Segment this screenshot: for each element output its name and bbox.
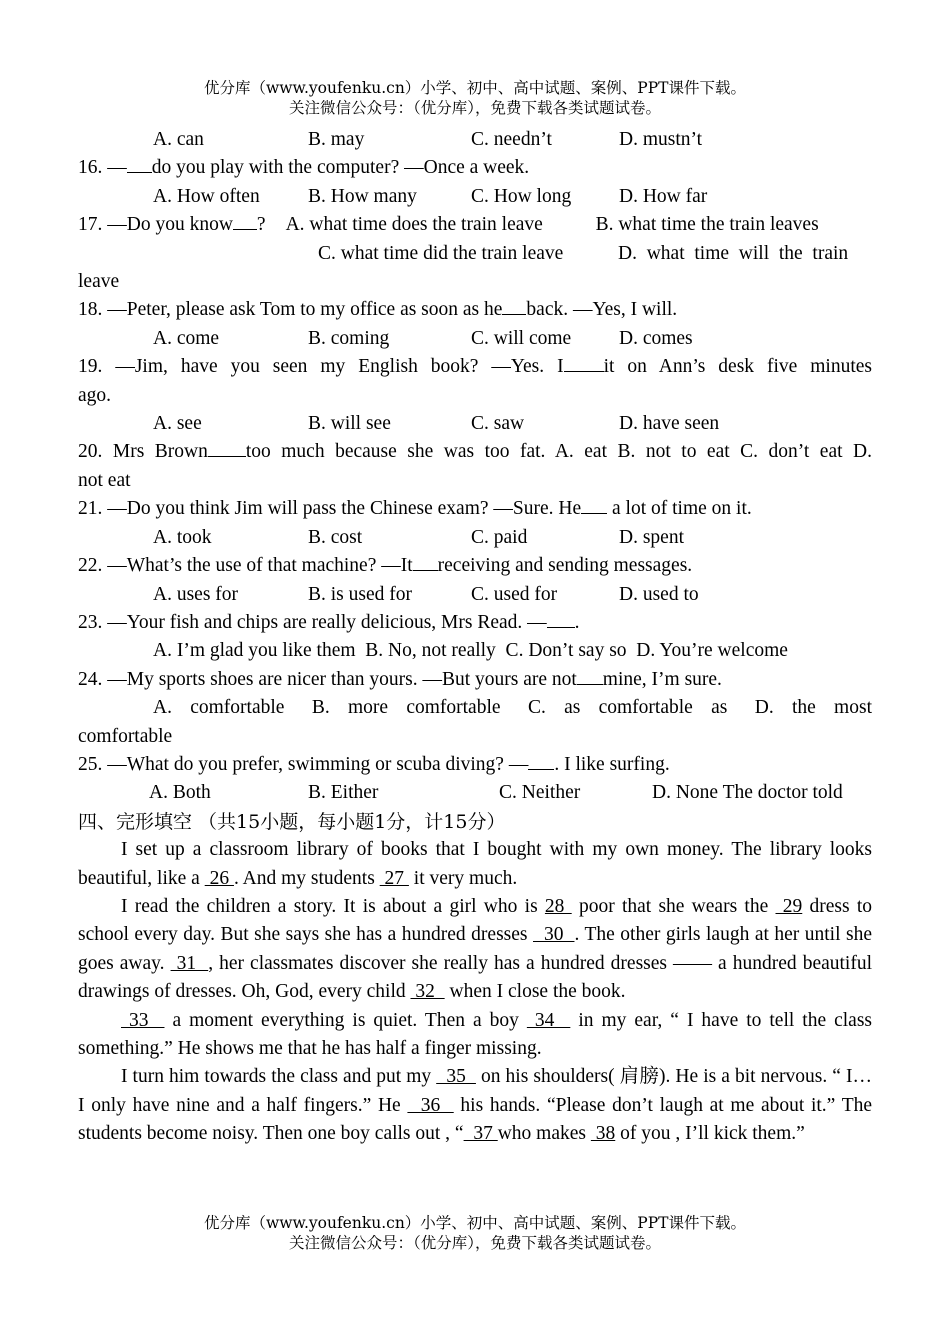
q23-options-text: A. I’m glad you like them B. No, not really C. Don’t say so D. You’re welcome — [153, 640, 788, 662]
q15-option-a: A. can — [153, 129, 204, 150]
q15-option-d: D. mustn’t — [619, 129, 703, 150]
blank-29: 29 — [775, 895, 803, 917]
q23-options — [78, 637, 872, 665]
q25-number: 25. —What do you prefer, swimming or scuba diving? — — [78, 753, 529, 775]
q15-options — [78, 126, 872, 154]
q17-stem — [78, 211, 872, 239]
q17-option-a: A. what time does the train leave — [285, 214, 543, 236]
q25-stem — [78, 751, 872, 779]
q17-option-b: B. what time the train leaves — [595, 214, 819, 236]
passage-text: on his shoulders( 肩膀). He is a bit nervous. “ I…I only have nine and a half fingers.” He — [78, 1066, 873, 1116]
q22-text: receiving and sending messages. — [437, 555, 693, 577]
q20-cont: not eat — [78, 469, 131, 491]
q18-option-b: B. coming — [308, 327, 390, 349]
passage-text: his hands. “Please don’t laugh at me about it.” The students become noisy. Then one boy calls out , “ — [78, 1094, 873, 1145]
blank-34: 34 — [526, 1009, 571, 1031]
q21-option-c: C. paid — [471, 526, 528, 548]
q25-option-b: B. Either — [308, 782, 379, 804]
q25-option-c: C. Neither — [499, 782, 581, 804]
passage-text: in my ear, “ I have to tell the class something.” He shows me that he has half a finger missing. — [78, 1009, 873, 1059]
q16-stem — [78, 154, 872, 182]
q18-blank — [502, 296, 526, 315]
q15-option-b: B. may — [308, 129, 365, 150]
q24-options: A. comfortable B. more comfortable C. as comfortable as D. the most — [153, 697, 872, 719]
q21-option-b: B. cost — [308, 526, 363, 548]
q24-stem — [78, 666, 872, 694]
q19-option-c: C. saw — [471, 413, 525, 435]
q22-number: 22. —What’s the use of that machine? —It — [78, 555, 413, 577]
passage-text: , her classmates discover she really has a hundred dresses —— a hundred beautiful drawings of dresses. Oh, God, every child — [78, 952, 872, 1003]
q24-blank — [577, 666, 603, 685]
q25-text: . I like surfing. — [554, 753, 670, 775]
q18-stem — [78, 296, 872, 324]
q24-cont: comfortable — [78, 725, 173, 747]
q20-number: 20. Mrs Brown — [78, 441, 208, 463]
q17-number: 17. —Do you know — [78, 214, 233, 236]
q21-stem — [78, 495, 872, 523]
passage-text: I read the children a story. It is about a girl who is — [121, 895, 545, 917]
q22-options — [78, 581, 872, 609]
q25-option-a: A. Both — [149, 782, 211, 804]
q22-stem — [78, 552, 872, 580]
q18-option-c: C. will come — [471, 327, 572, 349]
blank-31: 31 — [170, 952, 209, 974]
q17-qmark: ? — [256, 214, 266, 236]
passage-text: I set up a classroom library of books that I bought with my own money. The library looks beautiful, like a — [78, 839, 872, 889]
blank-38: 38 — [590, 1123, 616, 1145]
q16-options — [78, 183, 872, 211]
q25-blank — [528, 751, 554, 770]
q20-text: too much because she was too fat. A. eat B. not to eat C. don’t eat D. — [245, 441, 872, 463]
page-footer — [0, 1213, 950, 1253]
blank-35: 35 — [436, 1066, 476, 1088]
section-title: 四、完形填空 （共15小题，每小题1分，计15分） — [78, 810, 506, 833]
q19-number: 19. —Jim, have you seen my English book? —Yes. I — [78, 356, 564, 378]
q22-option-b: B. is used for — [308, 583, 412, 605]
q18-number: 18. —Peter, please ask Tom to my office as soon as he — [78, 299, 503, 321]
q23-text: . — [574, 611, 580, 633]
q20-blank — [208, 438, 246, 457]
q15-option-c: C. needn’t — [471, 129, 552, 150]
passage-text: poor that she wears the — [571, 895, 776, 917]
q17-options-2 — [78, 240, 872, 268]
q16-option-d: D. How far — [619, 185, 708, 207]
blank-36: 36 — [407, 1094, 454, 1116]
q19-options — [78, 410, 872, 438]
q16-text: do you play with the computer? —Once a week. — [151, 157, 530, 179]
q18-text: back. —Yes, I will. — [526, 299, 678, 321]
passage-text: a moment everything is quiet. Then a boy — [164, 1009, 527, 1031]
q19-stem — [78, 353, 872, 381]
q16-number: 16. — — [78, 157, 127, 179]
passage-text: when I close the book. — [444, 981, 626, 1003]
blank-28: 28 — [544, 895, 572, 917]
q16-option-b: B. How many — [308, 185, 417, 207]
blank-32: 32 — [410, 981, 445, 1003]
q17-option-c: C. what time did the train leave — [318, 242, 564, 264]
q19-blank — [564, 353, 604, 372]
q18-options — [78, 325, 872, 353]
passage-paragraph-1 — [78, 836, 872, 893]
passage-paragraph-3 — [78, 1007, 872, 1064]
footer-line-1: 优分库（www.youfenku.cn）小学、初中、高中试题、案例、PPT课件下载。 — [203, 1214, 747, 1232]
q20-stem — [78, 438, 872, 466]
q21-options — [78, 524, 872, 552]
q19-option-a: A. see — [153, 413, 202, 435]
passage-text: I turn him towards the class and put my — [121, 1066, 437, 1088]
q18-option-a: A. come — [153, 327, 220, 349]
passage-text: of you , I’ll kick them.” — [615, 1123, 805, 1145]
passage-text: who makes — [497, 1123, 591, 1145]
q19-option-d: D. have seen — [619, 413, 720, 435]
blank-27: 27 — [379, 867, 409, 889]
blank-33: 33 — [121, 1009, 165, 1031]
blank-30: 30 — [533, 924, 575, 946]
q23-blank — [547, 609, 575, 628]
q23-number: 23. —Your fish and chips are really delicious, Mrs Read. — — [78, 611, 547, 633]
q16-option-a: A. How often — [153, 185, 260, 207]
page-header — [0, 78, 950, 118]
passage-paragraph-2 — [78, 893, 872, 1007]
passage-paragraph-4 — [78, 1063, 872, 1148]
passage-text: . And my students — [233, 867, 380, 889]
q22-option-d: D. used to — [619, 583, 699, 605]
q19-text: it on Ann’s desk five minutes — [603, 356, 872, 378]
passage-text: . The other girls laugh at her until she goes away. — [78, 924, 873, 974]
q18-option-d: D. comes — [619, 327, 693, 349]
q17-option-d: D. what time will the train — [618, 242, 849, 264]
q19-cont: ago. — [78, 384, 112, 406]
q22-option-c: C. used for — [471, 583, 558, 605]
q21-option-d: D. spent — [619, 526, 684, 548]
q21-option-a: A. took — [153, 526, 212, 548]
q17-blank — [233, 211, 257, 230]
q21-text: a lot of time on it. — [607, 498, 752, 520]
q24-text: mine, I’m sure. — [602, 668, 722, 690]
q23-stem — [78, 609, 872, 637]
q21-blank — [581, 495, 607, 514]
q22-option-a: A. uses for — [153, 583, 239, 605]
header-line-1: 优分库（www.youfenku.cn）小学、初中、高中试题、案例、PPT课件下载。 — [203, 79, 747, 97]
q25-options — [78, 779, 872, 807]
exam-body — [78, 126, 872, 1149]
passage-text: it very much. — [408, 867, 518, 889]
header-line-2: 关注微信公众号：（优分库），免费下载各类试题试卷。 — [288, 99, 661, 117]
blank-26: 26 — [204, 867, 234, 889]
footer-line-2: 关注微信公众号：（优分库），免费下载各类试题试卷。 — [288, 1234, 661, 1252]
blank-37: 37 — [463, 1123, 498, 1145]
q25-option-d: D. None The doctor told — [652, 782, 843, 804]
q16-option-c: C. How long — [471, 185, 572, 207]
q22-blank — [413, 552, 438, 571]
q24-number: 24. —My sports shoes are nicer than yours. —But yours are not — [78, 668, 577, 690]
q19-option-b: B. will see — [308, 413, 391, 435]
q21-number: 21. —Do you think Jim will pass the Chinese exam? —Sure. He — [78, 498, 582, 520]
q17-option-d-cont: leave — [78, 271, 120, 293]
q16-blank — [127, 154, 152, 173]
passage-text: dress to school every day. But she says she has a hundred dresses — [78, 895, 873, 946]
